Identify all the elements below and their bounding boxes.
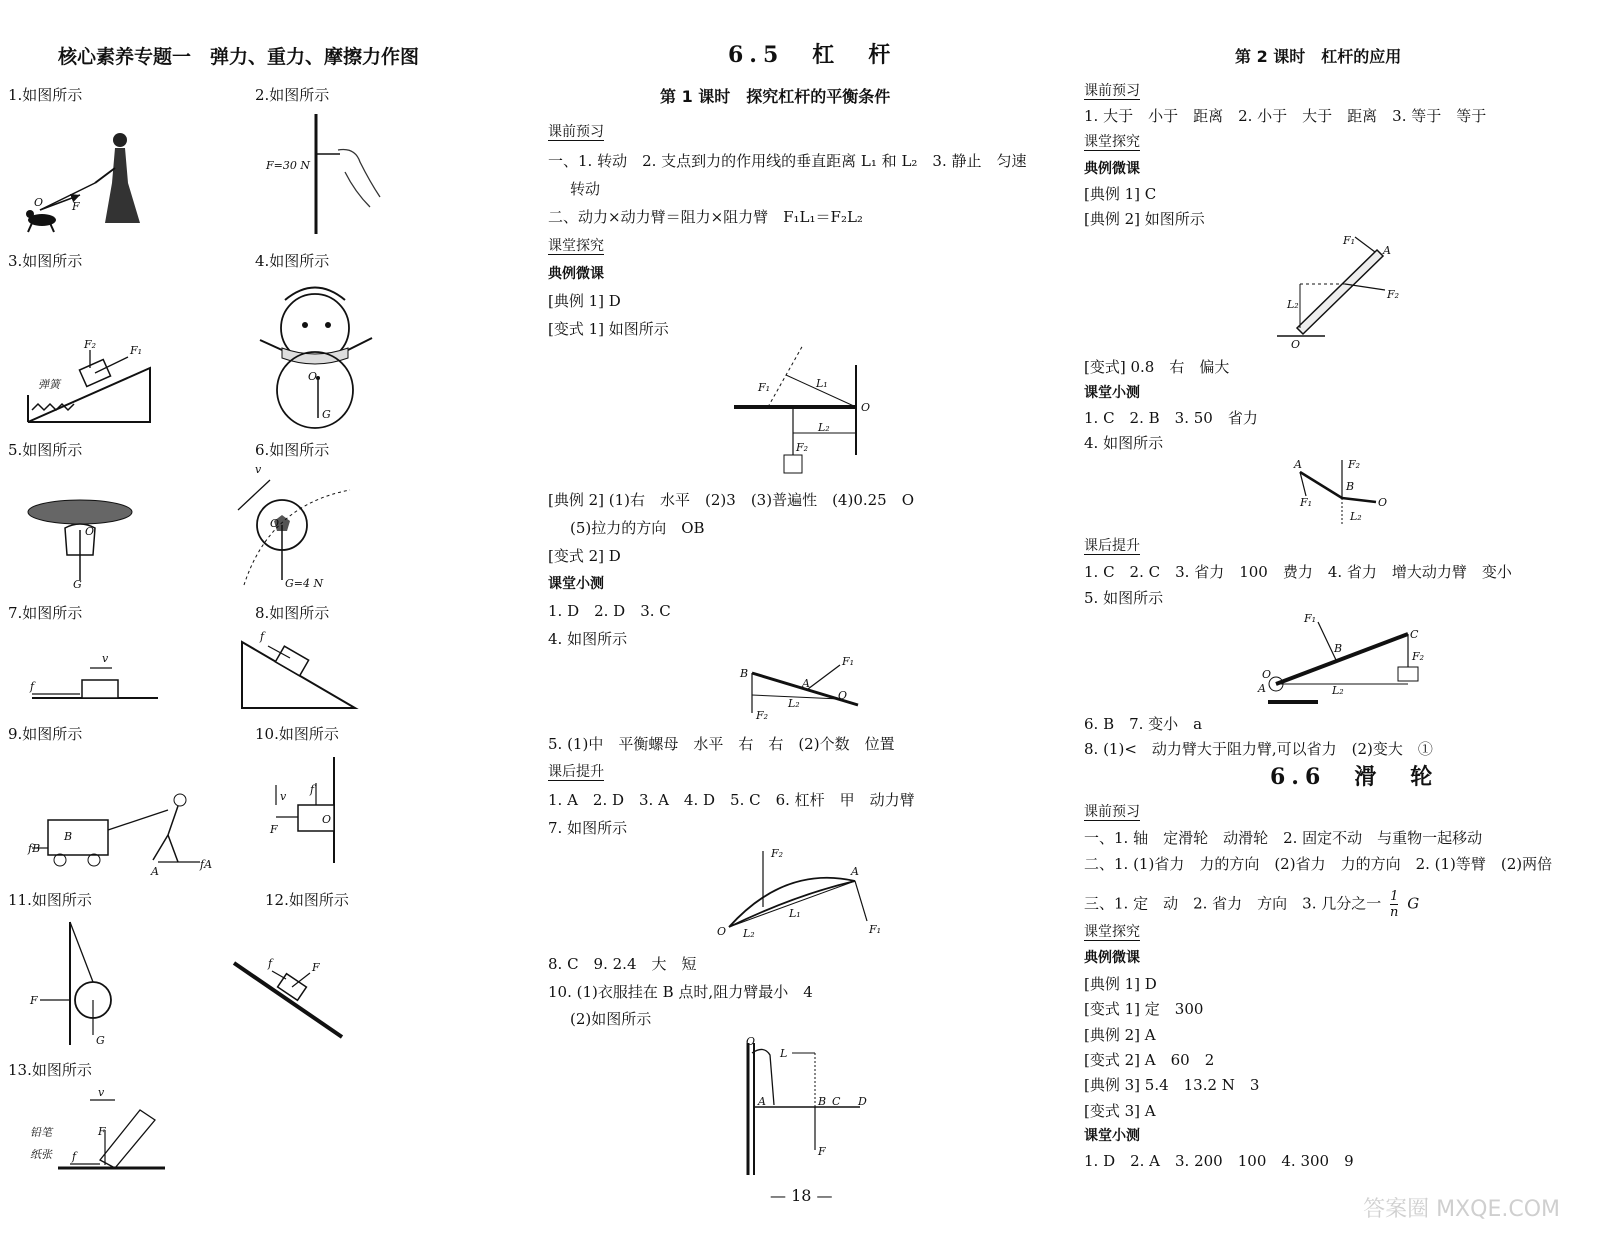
fig-label: v [255, 463, 262, 476]
item-label: 5.如图所示 [8, 441, 83, 459]
answer-line: 4. 如图所示 [548, 630, 628, 648]
item-label: 13.如图所示 [8, 1061, 92, 1079]
answer-text: 三、1. 定 动 2. 省力 方向 3. 几分之一 [1084, 894, 1382, 913]
answer-line: 1. D 2. A 3. 200 100 4. 300 9 [1084, 1152, 1354, 1170]
fig-label: L₂ [1350, 510, 1362, 523]
fig-label: f [30, 680, 35, 693]
figure-pull-cart [28, 790, 218, 880]
figure-slant-lever [740, 655, 870, 725]
fraction-den: n [1390, 905, 1399, 920]
answer-line: 10. (1)衣服挂在 B 点时,阻力臂最小 4 [548, 983, 813, 1001]
figure-pencil-paper [30, 1086, 170, 1175]
fraction-num: 1 [1390, 889, 1399, 904]
item-label: 4.如图所示 [255, 252, 330, 270]
fig-label: A [851, 865, 859, 878]
fig-label: L₂ [818, 421, 830, 434]
answer-line: [变式 1] 定 300 [1084, 1000, 1204, 1018]
item-label: 10.如图所示 [255, 725, 339, 743]
sub-label: 典例微课 [1084, 161, 1140, 177]
fig-label: O [861, 401, 871, 414]
answer-line [1084, 889, 1419, 920]
answer-line: 1. D 2. D 3. C [548, 602, 671, 620]
fig-label: F₂ [756, 709, 769, 722]
fig-label: A [1258, 682, 1266, 695]
fig-label: v [102, 652, 109, 665]
fig-label: F₁ [869, 923, 882, 936]
fig-label: F₂ [84, 338, 97, 351]
fig-label: D [858, 1095, 867, 1108]
fig-label: O [838, 689, 848, 702]
fig-label: L₂ [1287, 298, 1299, 311]
fig-label: A [758, 1095, 766, 1108]
answer-line: (5)拉力的方向 OB [570, 519, 705, 537]
fig-label: F [72, 200, 80, 213]
answer-line: 5. 如图所示 [1084, 589, 1164, 607]
item-label: 8.如图所示 [255, 604, 330, 622]
fig-label: f [72, 1150, 77, 1163]
answer-text: G [1407, 894, 1420, 913]
watermark: 答案圈 MXQE.COM [1363, 1197, 1560, 1222]
part-label: 课后提升 [1084, 538, 1140, 554]
part-label: 课前预习 [1084, 804, 1140, 820]
fig-label: A [1294, 458, 1302, 471]
answer-line: [变式 2] D [548, 547, 621, 565]
item-label: 2.如图所示 [255, 86, 330, 104]
fig-label: C [1410, 628, 1419, 641]
fig-label: F₂ [1412, 650, 1425, 663]
figure-incline-spring [20, 340, 155, 430]
fig-label: F₁ [130, 344, 143, 357]
fig-label: O [34, 196, 44, 209]
figure-block-floor [30, 650, 160, 710]
fig-label: G=4 N [285, 577, 324, 590]
answer-line: [典例 2] (1)右 水平 (2)3 (3)普遍性 (4)0.25 O [548, 491, 915, 509]
item-label: 9.如图所示 [8, 725, 83, 743]
fig-label: v [98, 1086, 105, 1099]
fig-label: B [1334, 642, 1343, 655]
fig-label: C [832, 1095, 841, 1108]
fig-label: O [270, 517, 280, 530]
part-label: 课前预习 [1084, 83, 1140, 99]
fig-label: 纸张 [30, 1148, 52, 1161]
figure-crane-lever [1258, 612, 1428, 712]
fig-label: F₁ [758, 381, 771, 394]
part-label: 课堂探究 [548, 238, 604, 254]
answer-line: [典例 3] 5.4 13.2 N 3 [1084, 1076, 1260, 1094]
fig-label: O [1378, 496, 1388, 509]
part-label: 课后提升 [548, 764, 604, 780]
fig-label: f [310, 783, 315, 796]
fig-label: F₁ [842, 655, 855, 668]
fig-label: O [85, 525, 95, 538]
item-label: 12.如图所示 [265, 891, 349, 909]
fig-label: F₁ [1300, 496, 1313, 509]
answer-line: 一、1. 轴 定滑轮 动滑轮 2. 固定不动 与重物一起移动 [1084, 829, 1483, 847]
answer-line: [变式 1] 如图所示 [548, 320, 669, 338]
sub-label: 典例微课 [1084, 950, 1140, 966]
answer-line: 1. A 2. D 3. A 4. D 5. C 6. 杠杆 甲 动力臂 [548, 791, 915, 809]
fig-label: F₁ [1343, 234, 1356, 247]
item-label: 6.如图所示 [255, 441, 330, 459]
fig-label: B [64, 830, 73, 843]
section-title: 核心素养专题一 弹力、重力、摩擦力作图 [58, 46, 420, 68]
figure-incline-block [240, 630, 360, 710]
answer-line: (2)如图所示 [570, 1010, 652, 1028]
item-label: 7.如图所示 [8, 604, 83, 622]
part-label: 课堂探究 [1084, 924, 1140, 940]
figure-soccer-ball [230, 465, 360, 595]
fraction [1390, 889, 1398, 920]
lesson-title: 第 1 课时 探究杠杆的平衡条件 [660, 87, 891, 106]
figure-plank-block [230, 955, 350, 1045]
figure-ball-wall [28, 920, 128, 1050]
answer-line: [变式 3] A [1084, 1102, 1156, 1120]
figure-lever-wall [728, 345, 871, 485]
answer-line: 7. 如图所示 [548, 819, 628, 837]
answer-line: [典例 1] D [1084, 975, 1157, 993]
fig-label: B [818, 1095, 827, 1108]
figure-bent-lever [1290, 458, 1390, 528]
answer-line: 1. 大于 小于 距离 2. 小于 大于 距离 3. 等于 等于 [1084, 107, 1487, 125]
fig-label: F₂ [1348, 458, 1361, 471]
figure-disc [25, 490, 135, 595]
fig-label: F [818, 1145, 826, 1158]
answer-line: [典例 2] A [1084, 1026, 1156, 1044]
answer-line: 6. B 7. 变小 a [1084, 715, 1203, 733]
answer-line: 二、1. (1)省力 力的方向 (2)省力 力的方向 2. (1)等臂 (2)两倍 [1084, 855, 1553, 873]
sub-label: 课堂小测 [548, 576, 604, 592]
fig-label: L₂ [1332, 684, 1344, 697]
item-label: 1.如图所示 [8, 86, 83, 104]
fig-label: B [740, 667, 749, 680]
fig-label: G [96, 1034, 105, 1047]
answer-line: 二、动力×动力臂＝阻力×阻力臂 F₁L₁＝F₂L₂ [548, 208, 863, 226]
fig-label: B [1346, 480, 1355, 493]
item-label: 11.如图所示 [8, 891, 92, 909]
fig-label: F [312, 961, 320, 974]
fig-label: F₂ [796, 441, 809, 454]
answer-line: 8. C 9. 2.4 大 短 [548, 955, 697, 973]
fig-label: A [802, 677, 810, 690]
fig-label: f [268, 957, 273, 970]
fig-label: fB [28, 842, 41, 855]
fig-label: G [73, 578, 82, 591]
fig-label: L₂ [788, 697, 800, 710]
fig-label: F₂ [1387, 288, 1400, 301]
section-title: 6.5 杠 杆 [728, 42, 897, 68]
fig-label: O [1291, 338, 1301, 351]
fig-label: L₁ [816, 377, 828, 390]
fig-label: L [780, 1047, 788, 1060]
answer-line: [变式 2] A 60 2 [1084, 1051, 1215, 1069]
fig-label: O [746, 1035, 756, 1048]
answer-line: 1. C 2. C 3. 省力 100 费力 4. 省力 增大动力臂 变小 [1084, 563, 1512, 581]
figure-curved-lever [715, 845, 885, 945]
fig-label: 弹簧 [38, 378, 60, 391]
fig-label: A [1383, 244, 1391, 257]
fig-label: O [308, 370, 318, 383]
fig-label: F [30, 994, 38, 1007]
answer-line: [变式] 0.8 右 偏大 [1084, 358, 1230, 376]
item-label: 3.如图所示 [8, 252, 83, 270]
answer-line: [典例 1] C [1084, 185, 1157, 203]
figure-woman-dog [20, 128, 160, 238]
fig-label: A [151, 865, 159, 878]
page-number: — 18 — [770, 1186, 833, 1205]
answer-line: 8. (1)< 动力臂大于阻力臂,可以省力 (2)变大 ① [1084, 740, 1433, 758]
figure-inclined-bar [1275, 232, 1425, 351]
sub-label: 课堂小测 [1084, 385, 1140, 401]
answer-line: 1. C 2. B 3. 50 省力 [1084, 409, 1258, 427]
fig-label: v [280, 790, 287, 803]
fig-label: F [270, 823, 278, 836]
fig-label: F=30 N [266, 159, 310, 172]
fig-label: 铅笔 [30, 1126, 52, 1139]
fig-label: F [98, 1125, 106, 1138]
answer-line: 一、1. 转动 2. 支点到力的作用线的垂直距离 L₁ 和 L₂ 3. 静止 匀速 [548, 152, 1027, 170]
fig-label: O [322, 813, 332, 826]
section-title: 6.6 滑 轮 [1270, 764, 1439, 790]
fig-label: fA [200, 858, 213, 871]
fig-label: F₁ [1304, 612, 1317, 625]
figure-snowman [240, 280, 380, 430]
fig-label: f [260, 630, 265, 643]
fig-label: F₂ [771, 847, 784, 860]
answer-line: 转动 [570, 180, 601, 198]
figure-coat-rack [730, 1035, 880, 1175]
fig-label: G [322, 408, 331, 421]
answer-line: 4. 如图所示 [1084, 434, 1164, 452]
fig-label: O [1262, 668, 1272, 681]
figure-pole-hand [260, 112, 390, 237]
sub-label: 课堂小测 [1084, 1128, 1140, 1144]
figure-wall-block [268, 755, 348, 865]
answer-line: 5. (1)中 平衡螺母 水平 右 右 (2)个数 位置 [548, 735, 895, 753]
answer-line: [典例 1] D [548, 292, 621, 310]
part-label: 课堂探究 [1084, 134, 1140, 150]
lesson-title: 第 2 课时 杠杆的应用 [1235, 47, 1402, 66]
answer-line: [典例 2] 如图所示 [1084, 210, 1205, 228]
part-label: 课前预习 [548, 124, 604, 140]
sub-label: 典例微课 [548, 266, 604, 282]
fig-label: L₁ [789, 907, 801, 920]
fig-label: O [717, 925, 727, 938]
fig-label: L₂ [743, 927, 755, 940]
